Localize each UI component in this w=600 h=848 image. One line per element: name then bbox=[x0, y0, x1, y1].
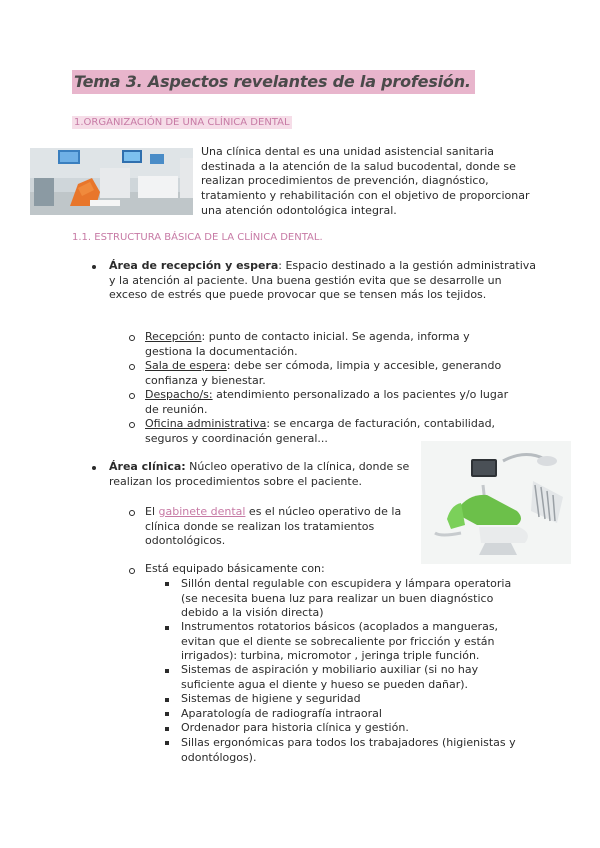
item-gabinete bbox=[145, 505, 417, 549]
item-oficina-desc: : se encarga de facturación, contabilidad, seguros y coordinación general... bbox=[145, 417, 496, 445]
item-sala-espera-term: Sala de espera bbox=[145, 359, 227, 372]
item-recepcion-desc: : punto de contacto inicial. Se agenda, informa y gestiona la documentación. bbox=[145, 330, 470, 358]
gabinete-dental-link[interactable]: gabinete dental bbox=[158, 505, 246, 518]
item-sala-espera-desc: : debe ser cómoda, limpia y accesible, generando confianza y bienestar. bbox=[145, 359, 502, 387]
bullet-oficina bbox=[129, 422, 135, 428]
bullet-instrumentos bbox=[165, 626, 169, 630]
intro-paragraph: Una clínica dental es una unidad asistencial sanitaria destinada a la atención de la salud bucodental, donde se realizan procedimientos de prevención, diagnóstico, tratamiento y rehabilitación con el objetivo de proporcionar una atención odontológica integral. bbox=[201, 145, 530, 217]
gabinete-pre: El bbox=[145, 505, 159, 518]
item-sala-espera bbox=[145, 359, 525, 388]
page-title: Tema 3. Aspectos revelantes de la profesión. bbox=[72, 70, 475, 94]
bullet-gabinete bbox=[129, 510, 135, 516]
reception-term: Área de recepción y espera bbox=[109, 259, 279, 272]
bullet-aspiracion bbox=[165, 669, 169, 673]
bullet-equipado bbox=[129, 568, 135, 574]
item-oficina-term: Oficina administrativa bbox=[145, 417, 267, 430]
item-despacho bbox=[145, 388, 515, 417]
item-recepcion bbox=[145, 330, 495, 359]
dental-clinic-photo bbox=[30, 148, 193, 215]
equipment-radiografia: Aparatología de radiografía intraoral bbox=[181, 707, 382, 720]
bullet-reception bbox=[92, 265, 96, 269]
bullet-radiografia bbox=[165, 712, 169, 716]
equipment-aspiracion: Sistemas de aspiración y mobiliario auxiliar (si no hay suficiente agua el diente y hueso se pueden dañar). bbox=[181, 663, 479, 691]
gabinete-post: es el núcleo operativo de la clínica donde se realizan los tratamientos odontológicos. bbox=[145, 505, 402, 548]
reception-desc: : Espacio destinado a la gestión administrativa y la atención al paciente. Una buena gestión evita que se desarrolle un exceso de estrés que puede provocar que se tensen más los tejidos. bbox=[109, 259, 537, 302]
equipped-label: Está equipado básicamente con: bbox=[145, 562, 325, 575]
clinical-term: Área clínica: bbox=[109, 460, 186, 473]
equipment-sillas: Sillas ergonómicas para todos los trabajadores (higienistas y odontólogos). bbox=[181, 736, 516, 764]
equipment-instrumentos: Instrumentos rotatorios básicos (acoplados a mangueras, evitan que el diente se sobrecaliente por fricción y están irrigados): turbina, micromotor , jeringa triple función. bbox=[181, 620, 499, 663]
bullet-clinical bbox=[92, 466, 96, 470]
bullet-higiene bbox=[165, 698, 169, 702]
bullet-despacho bbox=[129, 393, 135, 399]
bullet-sillon bbox=[165, 582, 169, 586]
dental-chair-photo bbox=[421, 441, 571, 564]
item-despacho-desc: atendimiento personalizado a los pacientes y/o lugar de reunión. bbox=[145, 388, 509, 416]
clinical-paragraph bbox=[109, 460, 414, 489]
equipment-ordenador: Ordenador para historia clínica y gestión. bbox=[181, 721, 409, 734]
section-heading-estructura: 1.1. ESTRUCTURA BÁSICA DE LA CLÍNICA DENTAL. bbox=[72, 232, 323, 243]
equipment-higiene: Sistemas de higiene y seguridad bbox=[181, 692, 361, 705]
bullet-sillas bbox=[165, 741, 169, 745]
bullet-sala-espera bbox=[129, 364, 135, 370]
section-heading-organizacion: 1.ORGANIZACIÓN DE UNA CLÍNICA DENTAL bbox=[74, 117, 290, 128]
item-recepcion-term: Recepción bbox=[145, 330, 202, 343]
item-despacho-term: Despacho/s: bbox=[145, 388, 213, 401]
bullet-recepcion bbox=[129, 335, 135, 341]
reception-paragraph bbox=[109, 259, 541, 303]
clinical-desc: Núcleo operativo de la clínica, donde se realizan los procedimientos sobre el paciente. bbox=[109, 460, 410, 488]
equipment-sillon: Sillón dental regulable con escupidera y lámpara operatoria (se necesita buena luz para realizar un buen diagnóstico debido a la visión directa) bbox=[181, 577, 512, 620]
bullet-ordenador bbox=[165, 727, 169, 731]
